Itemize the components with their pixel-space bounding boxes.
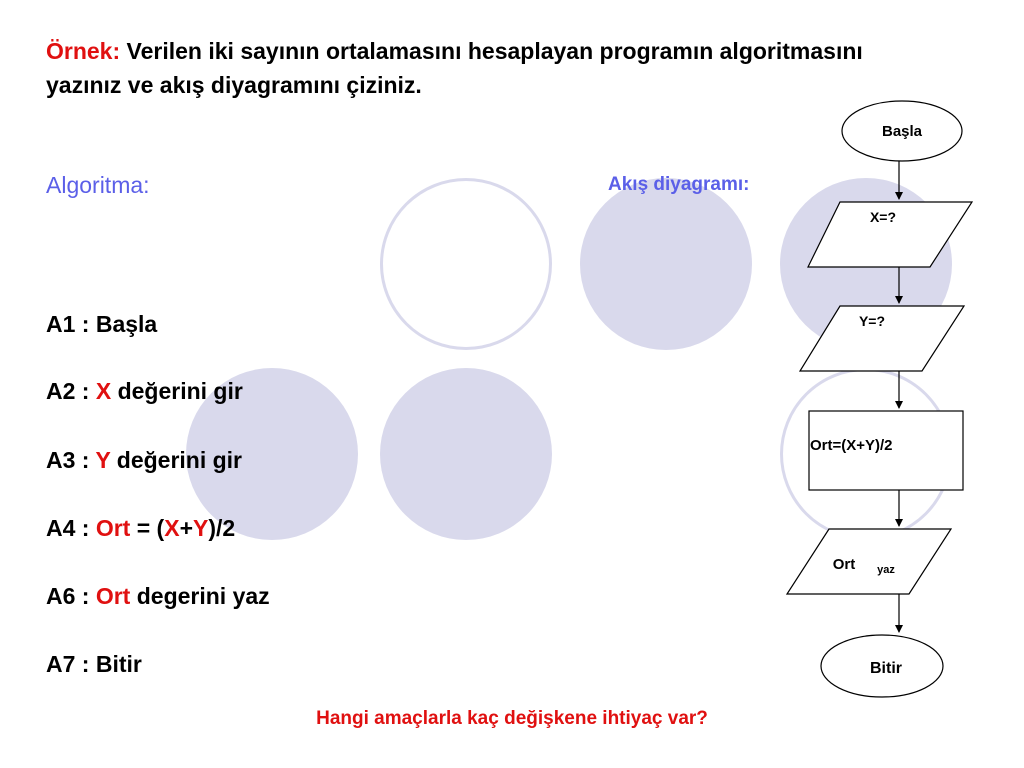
step-a1	[46, 311, 157, 338]
decor-circle-filled-4	[380, 368, 552, 540]
step-operator-plus: +	[179, 515, 193, 541]
end-label: Bitir	[870, 660, 902, 677]
step-variable: Ort	[95, 583, 131, 609]
step-label: A4 :	[46, 515, 96, 541]
step-a7	[46, 651, 142, 678]
step-text: Başla	[95, 311, 158, 337]
step-label: A1 :	[46, 311, 96, 337]
step-variable-x: X	[164, 515, 180, 541]
step-text: değerini gir	[110, 447, 243, 473]
output-label: Ort	[832, 556, 856, 573]
step-a3	[46, 447, 242, 474]
start-label: Başla	[881, 123, 923, 140]
closing-question: Hangi amaçlarla kaç değişkene ihtiyaç var?	[316, 708, 708, 729]
step-operator-end: )/2	[208, 515, 236, 541]
step-variable-y: Y	[193, 515, 209, 541]
step-a4	[46, 515, 235, 542]
slide-title	[46, 34, 906, 102]
title-prefix: Örnek:	[46, 38, 121, 64]
step-a2	[46, 378, 243, 405]
step-label: A7 :	[46, 651, 96, 677]
step-variable: Y	[95, 447, 111, 473]
step-a6	[46, 583, 270, 610]
step-operator: = (	[130, 515, 165, 541]
step-label: A3 :	[46, 447, 96, 473]
title-text: Verilen iki sayının ortalamasını hesaplayan programın algoritmasını yazınız ve akış diyagramını çiziniz.	[46, 38, 863, 98]
step-variable: X	[95, 378, 112, 404]
decor-circle-filled-1	[580, 178, 752, 350]
decor-circle-ring-1	[380, 178, 552, 350]
input-y-label: Y=?	[858, 313, 886, 329]
step-variable: Ort	[95, 515, 131, 541]
step-text: değerini gir	[111, 378, 243, 404]
flowchart-heading: Akış diyagramı:	[608, 174, 750, 195]
output-sublabel: yaz	[877, 564, 895, 576]
input-x-label: X=?	[869, 209, 897, 225]
step-label: A2 :	[46, 378, 96, 404]
output-parallelogram	[787, 529, 951, 594]
step-text: Bitir	[95, 651, 142, 677]
algorithm-heading: Algoritma:	[46, 172, 150, 198]
step-label: A6 :	[46, 583, 96, 609]
step-text: degerini yaz	[130, 583, 270, 609]
process-label: Ort=(X+Y)/2	[810, 437, 893, 454]
flowchart	[780, 95, 980, 715]
